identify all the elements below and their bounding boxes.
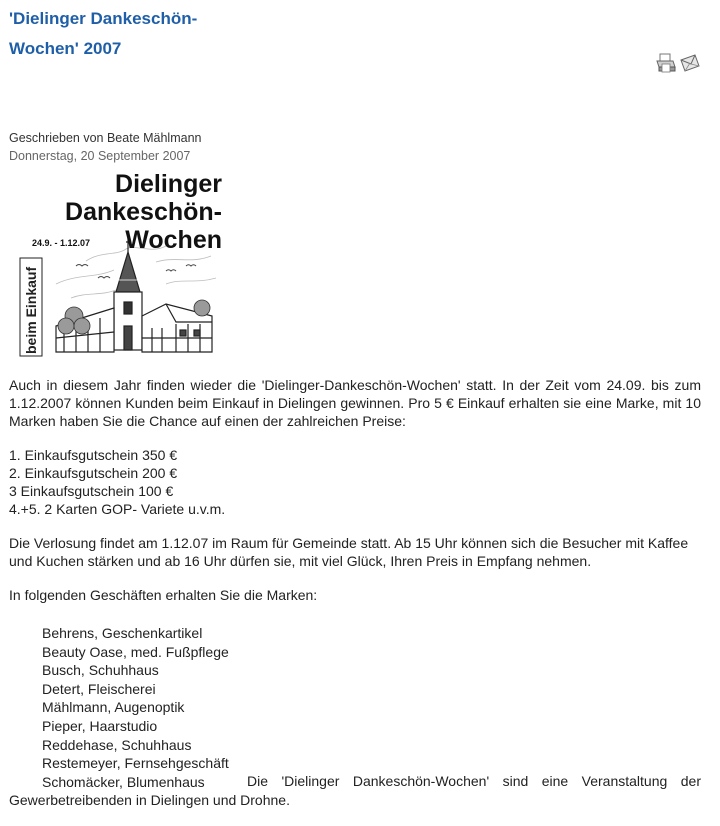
article-date: Donnerstag, 20 September 2007 <box>9 149 191 163</box>
closing-paragraph: Die 'Dielinger Dankeschön-Wochen' sind eine Veranstaltung der Gewerbetreibenden in Dielingen und Drohne. <box>9 773 701 808</box>
logo-line3: Wochen <box>125 226 222 254</box>
prize-item: 4.+5. 2 Karten GOP- Variete u.v.m. <box>9 501 226 517</box>
shops-intro: In folgenden Geschäften erhalten Sie die Marken: <box>9 587 318 603</box>
shop-item: Pieper, Haarstudio <box>42 717 158 734</box>
article-body <box>9 376 701 791</box>
birds <box>76 265 196 279</box>
raffle-paragraph: Die Verlosung findet am 1.12.07 im Raum für Gemeinde statt. Ab 15 Uhr können sich die Besucher mit Kaffee und Kuchen stärken und ab 16 Uhr dürfen sie, mit viel Glück, Ihren Preis in Empfang nehmen. <box>9 535 689 569</box>
article-actions <box>655 52 701 74</box>
shop-item: Beauty Oase, med. Fußpflege <box>42 643 229 660</box>
logo-dates: 24.9. - 1.12.07 <box>32 238 91 248</box>
email-icon[interactable] <box>679 52 701 74</box>
prize-item: 1. Einkaufsgutschein 350 € <box>9 447 178 463</box>
prize-item: 3 Einkaufsgutschein 100 € <box>9 483 174 499</box>
intro-paragraph: Auch in diesem Jahr finden wieder die 'Dielinger-Dankeschön-Wochen' statt. In der Zeit vom 24.09. bis zum 1.12.2007 können Kunden beim Einkauf in Dielingen gewinnen. Pro 5 € Einkauf erhalten sie eine Marke, mit 10 Marken haben Sie die Chance auf einen der zahlreichen Preise: <box>9 377 701 429</box>
logo-side-text: beim Einkauf <box>23 266 39 354</box>
logo-line1: Dielinger <box>115 170 222 198</box>
shop-item: Detert, Fleischerei <box>42 680 156 697</box>
article-author: Geschrieben von Beate Mählmann <box>9 131 202 145</box>
prize-list <box>9 446 701 518</box>
article-title: 'Dielinger Dankeschön-Wochen' 2007 <box>9 9 198 58</box>
dankeschoen-logo <box>16 166 228 362</box>
shop-item: Behrens, Geschenkartikel <box>42 625 203 641</box>
church-drawing <box>56 238 212 352</box>
shop-item: Busch, Schuhhaus <box>42 662 159 679</box>
shop-item: Reddehase, Schuhhaus <box>42 736 192 753</box>
prize-item: 2. Einkaufsgutschein 200 € <box>9 465 178 481</box>
shop-list <box>9 624 701 791</box>
shop-item: Mählmann, Augenoptik <box>42 699 185 716</box>
shop-item: Restemeyer, Fernsehgeschäft <box>42 755 229 772</box>
print-icon[interactable] <box>655 52 677 74</box>
shop-item: Schomäcker, Blumenhaus <box>42 773 205 790</box>
logo-line2: Dankeschön- <box>65 198 222 226</box>
